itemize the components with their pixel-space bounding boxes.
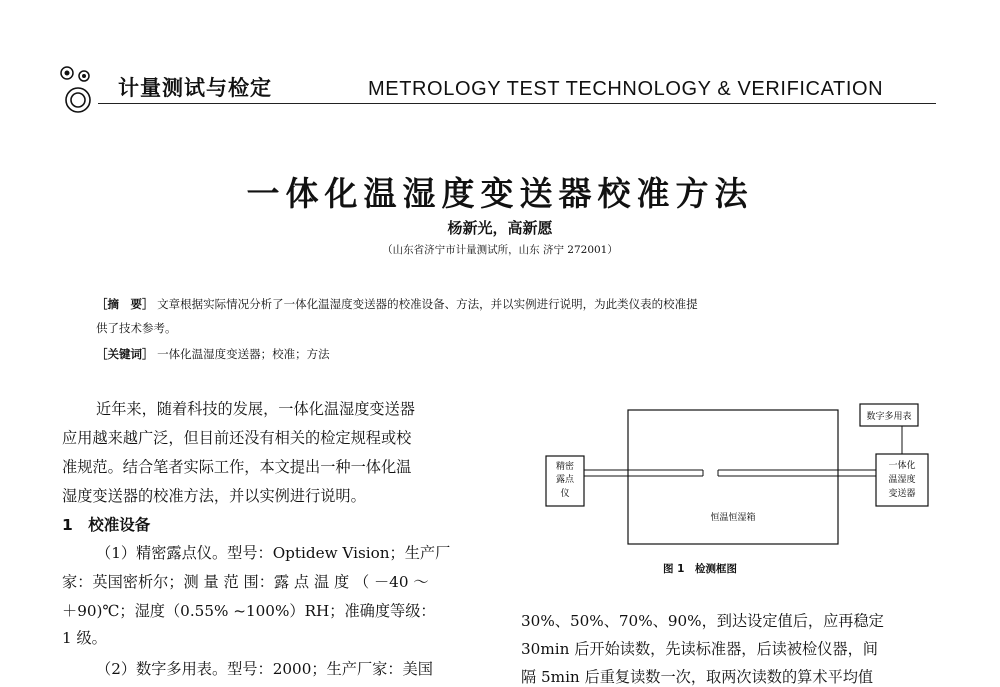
- dewpoint-label-2: 露点: [555, 475, 575, 485]
- paper-authors: 杨新光，高新愿: [447, 219, 553, 237]
- journal-name-cn: 计量测试与检定: [118, 76, 272, 100]
- paper-title: 一体化温湿度变送器校准方法: [246, 174, 754, 213]
- item-line: 家：英国密析尔；测 量 范 围：露 点 温 度 （ －40 ～: [62, 573, 429, 591]
- transmitter-label-1: 一体化: [888, 461, 916, 471]
- detection-block-diagram: [538, 398, 958, 548]
- journal-logo-icon: [58, 64, 104, 116]
- abstract-text-2: 供了技术参考。: [96, 321, 177, 335]
- keywords-line: [96, 346, 330, 362]
- chamber-box: [628, 410, 838, 544]
- intro-line: 应用越来越广泛，但目前还没有相关的检定规程或校: [62, 429, 412, 447]
- header-rule: [98, 103, 936, 104]
- chamber-label: 恒温恒湿箱: [710, 513, 756, 523]
- right-column-line: 30%、50%、70%、90%，到达设定值后，应再稳定: [521, 612, 884, 630]
- abstract-text-1: 文章根据实际情况分析了一体化温湿度变送器的校准设备、方法，并以实例进行说明，为此类仪表的校准提: [157, 297, 698, 311]
- multimeter-label: 数字多用表: [866, 412, 912, 422]
- dewpoint-label-3: 仪: [560, 489, 570, 499]
- paper-affiliation: （山东省济宁市计量测试所，山东 济宁 272001）: [382, 244, 618, 256]
- keywords-text: 一体化温湿度变送器；校准；方法: [157, 347, 330, 361]
- intro-line: 近年来，随着科技的发展，一体化温湿度变送器: [96, 400, 415, 418]
- intro-line: 湿度变送器的校准方法，并以实例进行说明。: [62, 487, 366, 505]
- journal-name-en: METROLOGY TEST TECHNOLOGY & VERIFICATION: [368, 78, 884, 100]
- dewpoint-label-1: 精密: [555, 462, 575, 472]
- abstract-line: [96, 296, 698, 312]
- item-line: （1）精密露点仪。型号：Optidew Vision；生产厂: [96, 544, 451, 562]
- right-column-line: 隔 5min 后重复读数一次，取两次读数的算术平均值: [521, 668, 874, 686]
- abstract-label: ［摘 要］: [96, 297, 154, 311]
- item-line: 1 级。: [62, 629, 107, 647]
- section-heading: 1 校准设备: [62, 516, 151, 534]
- transmitter-label-2: 温湿度: [888, 475, 916, 485]
- right-column-line: 30min 后开始读数，先读标准器，后读被检仪器，间: [521, 640, 878, 658]
- intro-line: 准规范。结合笔者实际工作，本文提出一种一体化温: [62, 458, 412, 476]
- figure-caption: 图 1 检测框图: [663, 563, 737, 575]
- transmitter-label-3: 变送器: [888, 489, 916, 499]
- item-line: ＋90)℃；湿度（0.55% ~100%）RH；准确度等级：: [62, 602, 436, 620]
- keywords-label: ［关键词］: [96, 347, 154, 361]
- item-line: （2）数字多用表。型号：2000；生产厂家：美国: [96, 660, 433, 678]
